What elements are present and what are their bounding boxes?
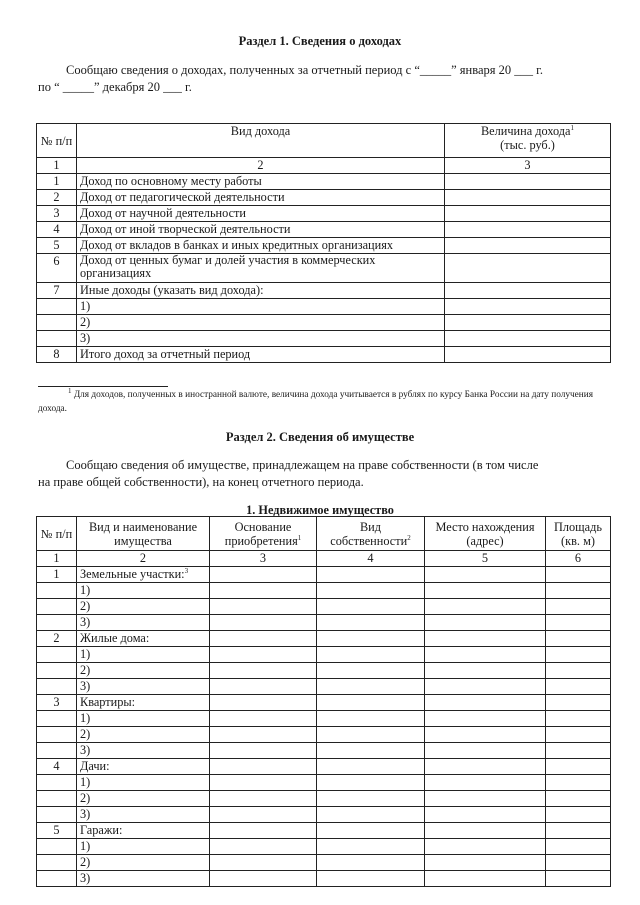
property-basis-field[interactable] <box>210 839 317 855</box>
property-location-field[interactable] <box>425 615 546 631</box>
table-row <box>37 238 611 254</box>
property-row-num: 1 <box>37 567 77 583</box>
property-area-field[interactable] <box>546 759 611 775</box>
property-row-label <box>77 599 210 615</box>
property-index-cell: 3 <box>210 551 317 567</box>
table-row <box>37 775 611 791</box>
property-row-label <box>77 759 210 775</box>
property-ownership-field[interactable] <box>317 631 425 647</box>
property-basis-field[interactable] <box>210 775 317 791</box>
property-header-num: № п/п <box>37 517 77 551</box>
property-row-label-text: Жилые дома: <box>80 631 150 645</box>
property-header-ownership-label: Вид собственности <box>330 519 408 548</box>
property-location-field[interactable] <box>425 647 546 663</box>
property-row-label <box>77 855 210 871</box>
property-row-label-text: 2) <box>80 855 91 869</box>
property-location-field[interactable] <box>425 679 546 695</box>
income-row-amount-field[interactable] <box>445 190 611 206</box>
property-area-field[interactable] <box>546 583 611 599</box>
table-row <box>37 679 611 695</box>
income-row-num <box>37 315 77 331</box>
income-row-amount-field[interactable] <box>445 347 611 363</box>
property-area-field[interactable] <box>546 775 611 791</box>
property-row-num: 5 <box>37 823 77 839</box>
property-row-label <box>77 615 210 631</box>
property-area-field[interactable] <box>546 711 611 727</box>
income-row-label: Итого доход за отчетный период <box>77 347 445 363</box>
property-ownership-field[interactable] <box>317 711 425 727</box>
property-row-label <box>77 583 210 599</box>
income-row-amount-field[interactable] <box>445 174 611 190</box>
income-row-num: 3 <box>37 206 77 222</box>
property-row-label-text: 3) <box>80 679 91 693</box>
property-row-label-text: 2) <box>80 727 91 741</box>
property-row-num: 3 <box>37 695 77 711</box>
income-row-amount-field[interactable] <box>445 222 611 238</box>
income-index-cell: 1 <box>37 158 77 174</box>
property-ownership-field[interactable] <box>317 871 425 887</box>
property-row-label <box>77 663 210 679</box>
property-ownership-field[interactable] <box>317 855 425 871</box>
table-row <box>37 174 611 190</box>
income-row-amount-field[interactable] <box>445 238 611 254</box>
property-row-label <box>77 695 210 711</box>
property-ownership-field[interactable] <box>317 679 425 695</box>
property-area-field[interactable] <box>546 743 611 759</box>
table-row <box>37 190 611 206</box>
property-row-label-text: 3) <box>80 871 91 885</box>
property-location-field[interactable] <box>425 663 546 679</box>
property-ownership-field[interactable] <box>317 791 425 807</box>
property-location-field[interactable] <box>425 791 546 807</box>
property-location-field[interactable] <box>425 839 546 855</box>
property-row-num <box>37 679 77 695</box>
property-index-cell: 2 <box>77 551 210 567</box>
property-row-label-text: Гаражи: <box>80 823 123 837</box>
income-row-label: 2) <box>77 315 445 331</box>
property-index-row <box>37 551 611 567</box>
property-row-label-text: 3) <box>80 743 91 757</box>
property-row-num <box>37 839 77 855</box>
property-basis-field[interactable] <box>210 631 317 647</box>
property-row-label-text: 2) <box>80 791 91 805</box>
property-area-field[interactable] <box>546 599 611 615</box>
property-row-label-text: 3) <box>80 615 91 629</box>
property-row-label-text: Земельные участки: <box>80 567 185 581</box>
property-location-field[interactable] <box>425 695 546 711</box>
table-row <box>37 347 611 363</box>
property-area-field[interactable] <box>546 663 611 679</box>
income-row-num: 4 <box>37 222 77 238</box>
income-header-amount-label: Величина дохода <box>480 124 571 138</box>
income-row-num: 8 <box>37 347 77 363</box>
income-row-amount-field[interactable] <box>445 254 611 283</box>
footnote-divider <box>38 386 168 387</box>
property-header-basis-sup: 1 <box>297 533 302 542</box>
income-header-amount-sup: 1 <box>570 123 575 132</box>
property-location-field[interactable] <box>425 599 546 615</box>
income-row-label: Доход от ценных бумаг и долей участия в коммерческих организациях <box>77 254 445 283</box>
income-row-amount-field[interactable] <box>445 331 611 347</box>
property-location-field[interactable] <box>425 711 546 727</box>
income-row-num: 6 <box>37 254 77 283</box>
property-row-label <box>77 839 210 855</box>
property-location-field[interactable] <box>425 743 546 759</box>
income-row-label: Доход от вкладов в банках и иных кредитных организациях <box>77 238 445 254</box>
property-row-num <box>37 711 77 727</box>
table-row <box>37 855 611 871</box>
property-basis-field[interactable] <box>210 727 317 743</box>
property-row-label <box>77 791 210 807</box>
table-row <box>37 254 611 283</box>
table-row <box>37 695 611 711</box>
property-basis-field[interactable] <box>210 567 317 583</box>
table-row <box>37 583 611 599</box>
property-row-label-text: 1) <box>80 583 91 597</box>
property-area-field[interactable] <box>546 615 611 631</box>
property-row-label-text: 3) <box>80 807 91 821</box>
table-row <box>37 567 611 583</box>
property-row-label-text: Дачи: <box>80 759 110 773</box>
section1-intro-line1: Сообщаю сведения о доходах, полученных за отчетный период с “_____” января 20 ___ г. <box>66 63 543 77</box>
property-row-num <box>37 647 77 663</box>
property-header-ownership-sup: 2 <box>407 533 411 542</box>
property-area-field[interactable] <box>546 855 611 871</box>
property-ownership-field[interactable] <box>317 567 425 583</box>
section2-intro-line2: на праве общей собственности), на конец отчетного периода. <box>38 475 364 489</box>
income-header-amount-unit: (тыс. руб.) <box>500 138 555 152</box>
property-ownership-field[interactable] <box>317 759 425 775</box>
property-area-field[interactable] <box>546 807 611 823</box>
footnote-sup: 1 <box>68 386 72 395</box>
property-basis-field[interactable] <box>210 759 317 775</box>
property-area-field[interactable] <box>546 791 611 807</box>
section1-title: Раздел 1. Сведения о доходах <box>238 34 402 48</box>
income-row-num <box>37 299 77 315</box>
property-basis-field[interactable] <box>210 807 317 823</box>
property-area-field[interactable] <box>546 695 611 711</box>
income-row-amount-field[interactable] <box>445 206 611 222</box>
income-row-num: 5 <box>37 238 77 254</box>
property-row-num <box>37 727 77 743</box>
footnote <box>38 388 608 416</box>
property-basis-field[interactable] <box>210 647 317 663</box>
property-location-field[interactable] <box>425 631 546 647</box>
property-basis-field[interactable] <box>210 615 317 631</box>
property-ownership-field[interactable] <box>317 663 425 679</box>
income-header-amount <box>445 124 611 158</box>
property-row-num <box>37 855 77 871</box>
property-basis-field[interactable] <box>210 695 317 711</box>
property-row-num <box>37 743 77 759</box>
table-row <box>37 839 611 855</box>
property-ownership-field[interactable] <box>317 743 425 759</box>
table-row <box>37 791 611 807</box>
table-row <box>37 823 611 839</box>
income-row-label: Доход от научной деятельности <box>77 206 445 222</box>
table-row <box>37 871 611 887</box>
property-row-num: 4 <box>37 759 77 775</box>
property-location-field[interactable] <box>425 759 546 775</box>
property-area-field[interactable] <box>546 839 611 855</box>
table-row <box>37 631 611 647</box>
section1-intro-line2: по “ _____” декабря 20 ___ г. <box>38 80 192 94</box>
property-header-basis <box>210 517 317 551</box>
property-table <box>36 516 611 887</box>
income-row-label: Доход от иной творческой деятельности <box>77 222 445 238</box>
property-location-field[interactable] <box>425 807 546 823</box>
property-row-label <box>77 567 210 583</box>
table-row <box>37 283 611 299</box>
income-row-num: 2 <box>37 190 77 206</box>
table-row <box>37 299 611 315</box>
property-row-num <box>37 599 77 615</box>
table-row <box>37 727 611 743</box>
table-row <box>37 743 611 759</box>
property-location-field[interactable] <box>425 567 546 583</box>
property-basis-field[interactable] <box>210 711 317 727</box>
income-row-label: Иные доходы (указать вид дохода): <box>77 283 445 299</box>
property-index-cell: 4 <box>317 551 425 567</box>
property-row-num <box>37 615 77 631</box>
property-basis-field[interactable] <box>210 599 317 615</box>
table-row <box>37 711 611 727</box>
property-basis-field[interactable] <box>210 679 317 695</box>
footnote-text: Для доходов, полученных в иностранной валюте, величина дохода учитывается в рублях по курсу Банка России на дату получения дохода. <box>38 390 594 414</box>
property-ownership-field[interactable] <box>317 807 425 823</box>
property-header-ownership <box>317 517 425 551</box>
property-location-field[interactable] <box>425 727 546 743</box>
table-row <box>37 759 611 775</box>
property-row-label <box>77 823 210 839</box>
property-row-label-text: 2) <box>80 663 91 677</box>
table-row <box>37 331 611 347</box>
property-row-label <box>77 647 210 663</box>
property-area-field[interactable] <box>546 871 611 887</box>
property-location-field[interactable] <box>425 855 546 871</box>
property-row-num <box>37 583 77 599</box>
table-row <box>37 315 611 331</box>
property-ownership-field[interactable] <box>317 615 425 631</box>
property-basis-field[interactable] <box>210 743 317 759</box>
property-area-field[interactable] <box>546 727 611 743</box>
property-header-area: Площадь (кв. м) <box>546 517 611 551</box>
property-ownership-field[interactable] <box>317 599 425 615</box>
income-table <box>36 123 611 363</box>
table-row <box>37 647 611 663</box>
property-row-num <box>37 663 77 679</box>
income-row-num: 1 <box>37 174 77 190</box>
income-row-amount-field[interactable] <box>445 299 611 315</box>
section2-subtitle: 1. Недвижимое имущество <box>246 503 394 517</box>
property-index-cell: 1 <box>37 551 77 567</box>
income-row-label: 3) <box>77 331 445 347</box>
property-area-field[interactable] <box>546 823 611 839</box>
property-row-label-text: 1) <box>80 647 91 661</box>
property-ownership-field[interactable] <box>317 839 425 855</box>
property-basis-field[interactable] <box>210 823 317 839</box>
property-ownership-field[interactable] <box>317 647 425 663</box>
property-header-type: Вид и наименование имущества <box>77 517 210 551</box>
table-row <box>37 807 611 823</box>
property-area-field[interactable] <box>546 647 611 663</box>
property-area-field[interactable] <box>546 631 611 647</box>
table-row <box>37 615 611 631</box>
property-row-label <box>77 631 210 647</box>
property-basis-field[interactable] <box>210 871 317 887</box>
property-row-num <box>37 807 77 823</box>
table-row <box>37 599 611 615</box>
property-row-label-text: 1) <box>80 775 91 789</box>
income-row-label: Доход по основному месту работы <box>77 174 445 190</box>
property-index-cell: 6 <box>546 551 611 567</box>
property-ownership-field[interactable] <box>317 583 425 599</box>
property-basis-field[interactable] <box>210 791 317 807</box>
property-row-label <box>77 807 210 823</box>
property-area-field[interactable] <box>546 567 611 583</box>
property-row-label-text: 1) <box>80 839 91 853</box>
property-location-field[interactable] <box>425 775 546 791</box>
table-row <box>37 663 611 679</box>
property-basis-field[interactable] <box>210 855 317 871</box>
property-row-label <box>77 711 210 727</box>
property-location-field[interactable] <box>425 583 546 599</box>
property-row-num <box>37 775 77 791</box>
property-basis-field[interactable] <box>210 583 317 599</box>
property-location-field[interactable] <box>425 871 546 887</box>
table-row <box>37 222 611 238</box>
property-row-label <box>77 775 210 791</box>
property-row-label <box>77 727 210 743</box>
property-row-label-text: Квартиры: <box>80 695 136 709</box>
property-row-label-text: 1) <box>80 711 91 725</box>
property-row-num <box>37 791 77 807</box>
income-index-row <box>37 158 611 174</box>
income-index-cell: 2 <box>77 158 445 174</box>
section2-title: Раздел 2. Сведения об имуществе <box>225 430 415 444</box>
property-basis-field[interactable] <box>210 663 317 679</box>
income-row-amount-field[interactable] <box>445 283 611 299</box>
income-row-num <box>37 331 77 347</box>
property-area-field[interactable] <box>546 679 611 695</box>
property-row-num <box>37 871 77 887</box>
property-ownership-field[interactable] <box>317 695 425 711</box>
income-header-num: № п/п <box>37 124 77 158</box>
table-row <box>37 206 611 222</box>
property-row-num: 2 <box>37 631 77 647</box>
property-header-location: Место нахождения (адрес) <box>425 517 546 551</box>
section2-intro-line1: Сообщаю сведения об имуществе, принадлежащем на праве собственности (в том числе <box>66 458 539 472</box>
income-row-num: 7 <box>37 283 77 299</box>
property-ownership-field[interactable] <box>317 727 425 743</box>
income-row-label: 1) <box>77 299 445 315</box>
income-row-label: Доход от педагогической деятельности <box>77 190 445 206</box>
property-row-label <box>77 871 210 887</box>
property-ownership-field[interactable] <box>317 823 425 839</box>
property-ownership-field[interactable] <box>317 775 425 791</box>
property-row-label-sup: 3 <box>184 566 189 575</box>
income-header-type: Вид дохода <box>77 124 445 158</box>
income-index-cell: 3 <box>445 158 611 174</box>
property-index-cell: 5 <box>425 551 546 567</box>
property-row-label-text: 2) <box>80 599 91 613</box>
property-location-field[interactable] <box>425 823 546 839</box>
income-row-amount-field[interactable] <box>445 315 611 331</box>
property-row-label <box>77 679 210 695</box>
property-header-basis-label: Основание приобретения <box>224 519 298 548</box>
property-row-label <box>77 743 210 759</box>
